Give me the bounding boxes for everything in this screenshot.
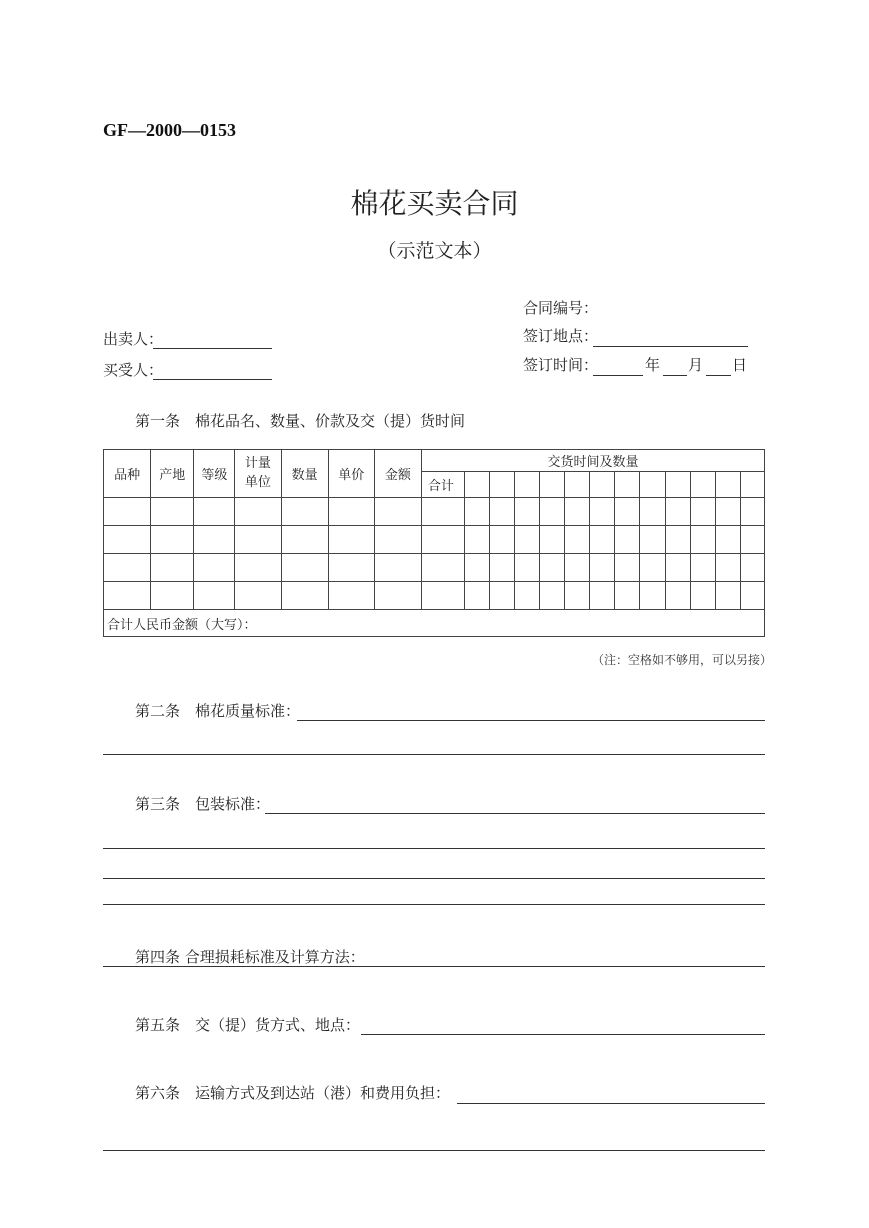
table-cell[interactable]	[374, 498, 421, 526]
table-cell[interactable]	[515, 498, 540, 526]
table-cell[interactable]	[540, 554, 565, 582]
table-cell[interactable]	[665, 526, 690, 554]
sign-place-label: 签订地点：	[523, 327, 599, 345]
delivery-cell[interactable]	[740, 472, 764, 498]
table-row	[104, 554, 765, 582]
table-cell[interactable]	[374, 582, 421, 610]
article-4-field[interactable]	[103, 966, 765, 967]
table-cell[interactable]	[615, 498, 640, 526]
table-cell[interactable]	[740, 526, 764, 554]
delivery-cell[interactable]	[565, 472, 590, 498]
table-cell[interactable]	[281, 526, 328, 554]
table-cell[interactable]	[194, 526, 235, 554]
table-cell[interactable]	[740, 582, 764, 610]
table-cell[interactable]	[715, 582, 740, 610]
delivery-cell[interactable]	[715, 472, 740, 498]
table-cell[interactable]	[715, 498, 740, 526]
table-note: （注：空格如不够用，可以另接）	[591, 653, 772, 667]
article-1-heading: 第一条 棉花品名、数量、价款及交（提）货时间	[135, 412, 466, 430]
table-cell[interactable]	[640, 554, 665, 582]
table-cell[interactable]	[328, 526, 374, 554]
seller-field[interactable]	[153, 348, 272, 349]
table-cell[interactable]	[465, 498, 490, 526]
table-cell[interactable]	[328, 498, 374, 526]
table-cell[interactable]	[328, 554, 374, 582]
header-unit	[235, 450, 281, 498]
table-cell[interactable]	[740, 498, 764, 526]
table-cell[interactable]	[515, 554, 540, 582]
seller-label: 出卖人：	[103, 330, 164, 348]
table-cell[interactable]	[421, 582, 464, 610]
delivery-cell[interactable]	[540, 472, 565, 498]
header-delivery: 交货时间及数量	[421, 450, 764, 472]
article-6-heading: 第六条 运输方式及到达站（港）和费用负担：	[135, 1084, 451, 1102]
table-cell[interactable]	[690, 554, 715, 582]
table-cell[interactable]	[615, 554, 640, 582]
header-grade: 等级	[194, 450, 235, 498]
table-cell[interactable]	[690, 498, 715, 526]
table-cell[interactable]	[540, 526, 565, 554]
table-cell[interactable]	[715, 554, 740, 582]
table-cell[interactable]	[328, 582, 374, 610]
header-amount: 金额	[374, 450, 421, 498]
table-cell[interactable]	[151, 526, 194, 554]
table-cell[interactable]	[465, 554, 490, 582]
table-cell[interactable]	[565, 554, 590, 582]
table-cell[interactable]	[515, 526, 540, 554]
article-2-field-line[interactable]	[103, 754, 765, 755]
table-cell[interactable]	[490, 582, 515, 610]
table-cell[interactable]	[465, 526, 490, 554]
table-cell[interactable]	[235, 526, 281, 554]
table-cell[interactable]	[540, 582, 565, 610]
table-cell[interactable]	[281, 498, 328, 526]
buyer-label: 买受人：	[103, 361, 164, 379]
table-cell[interactable]	[640, 526, 665, 554]
table-cell[interactable]	[104, 526, 151, 554]
contract-number-label: 合同编号：	[523, 299, 599, 317]
header-subtotal: 合计	[421, 472, 464, 498]
article-3-field-line[interactable]	[103, 848, 765, 849]
table-cell[interactable]	[151, 554, 194, 582]
table-cell[interactable]	[421, 526, 464, 554]
total-amount-label: 合计人民币金额（大写）：	[107, 617, 257, 633]
delivery-cell[interactable]	[515, 472, 540, 498]
header-quantity: 数量	[281, 450, 328, 498]
article-6-field[interactable]	[457, 1103, 765, 1104]
table-cell[interactable]	[590, 582, 615, 610]
table-cell[interactable]	[104, 498, 151, 526]
table-cell[interactable]	[465, 582, 490, 610]
goods-table	[103, 449, 765, 637]
page-title: 棉花买卖合同	[350, 187, 519, 220]
table-cell[interactable]	[540, 498, 565, 526]
sign-day-field[interactable]	[706, 375, 731, 376]
document-code: GF—2000—0153	[103, 120, 236, 140]
table-cell[interactable]	[194, 582, 235, 610]
table-cell[interactable]	[565, 582, 590, 610]
table-cell[interactable]	[235, 498, 281, 526]
page-subtitle: （示范文本）	[377, 240, 492, 262]
table-cell[interactable]	[690, 582, 715, 610]
table-cell[interactable]	[665, 498, 690, 526]
table-cell[interactable]	[421, 498, 464, 526]
table-cell[interactable]	[374, 554, 421, 582]
article-3-field-line[interactable]	[103, 878, 765, 879]
table-cell[interactable]	[590, 526, 615, 554]
table-cell[interactable]	[235, 582, 281, 610]
buyer-field[interactable]	[153, 379, 272, 380]
article-6-field-line[interactable]	[103, 1150, 765, 1151]
article-4-heading: 第四条 合理损耗标准及计算方法：	[135, 948, 365, 966]
year-label: 年	[645, 356, 661, 374]
header-unit-line1: 计量	[244, 455, 271, 471]
table-row	[104, 582, 765, 610]
table-row	[104, 498, 765, 526]
table-cell[interactable]	[151, 498, 194, 526]
total-amount-cell[interactable]	[104, 610, 765, 637]
header-unit-line2: 单位	[244, 474, 271, 490]
table-cell[interactable]	[421, 554, 464, 582]
delivery-cell[interactable]	[490, 472, 515, 498]
table-cell[interactable]	[374, 526, 421, 554]
article-3-heading: 第三条 包装标准：	[135, 795, 271, 813]
header-unit-price: 单价	[328, 450, 374, 498]
table-cell[interactable]	[565, 526, 590, 554]
day-label: 日	[732, 356, 748, 374]
delivery-cell[interactable]	[615, 472, 640, 498]
table-cell[interactable]	[715, 526, 740, 554]
sign-year-field[interactable]	[593, 375, 643, 376]
article-3-field-line[interactable]	[103, 904, 765, 905]
article-2-field[interactable]	[297, 720, 765, 721]
table-cell[interactable]	[490, 554, 515, 582]
table-cell[interactable]	[235, 554, 281, 582]
table-cell[interactable]	[281, 554, 328, 582]
header-variety: 品种	[104, 450, 151, 498]
table-cell[interactable]	[515, 582, 540, 610]
table-cell[interactable]	[281, 582, 328, 610]
article-5-heading: 第五条 交（提）货方式、地点：	[135, 1016, 361, 1034]
table-cell[interactable]	[194, 498, 235, 526]
table-cell[interactable]	[640, 582, 665, 610]
table-cell[interactable]	[615, 526, 640, 554]
table-cell[interactable]	[640, 498, 665, 526]
table-cell[interactable]	[104, 582, 151, 610]
article-2-heading: 第二条 棉花质量标准：	[135, 702, 301, 720]
table-cell[interactable]	[490, 498, 515, 526]
header-origin: 产地	[151, 450, 194, 498]
table-cell[interactable]	[615, 582, 640, 610]
table-cell[interactable]	[490, 526, 515, 554]
table-cell[interactable]	[590, 554, 615, 582]
month-label: 月	[688, 356, 704, 374]
table-cell[interactable]	[665, 582, 690, 610]
article-5-field[interactable]	[361, 1034, 765, 1035]
table-cell[interactable]	[104, 554, 151, 582]
delivery-cell[interactable]	[665, 472, 690, 498]
table-cell[interactable]	[151, 582, 194, 610]
delivery-cell[interactable]	[465, 472, 490, 498]
table-cell[interactable]	[740, 554, 764, 582]
article-3-field[interactable]	[265, 813, 765, 814]
table-cell[interactable]	[690, 526, 715, 554]
delivery-cell[interactable]	[690, 472, 715, 498]
delivery-cell[interactable]	[640, 472, 665, 498]
sign-time-label: 签订时间：	[523, 356, 599, 374]
table-cell[interactable]	[590, 498, 615, 526]
table-cell[interactable]	[565, 498, 590, 526]
table-cell[interactable]	[194, 554, 235, 582]
sign-month-field[interactable]	[663, 375, 687, 376]
sign-place-field[interactable]	[593, 346, 748, 347]
table-row	[104, 526, 765, 554]
delivery-cell[interactable]	[590, 472, 615, 498]
table-cell[interactable]	[665, 554, 690, 582]
